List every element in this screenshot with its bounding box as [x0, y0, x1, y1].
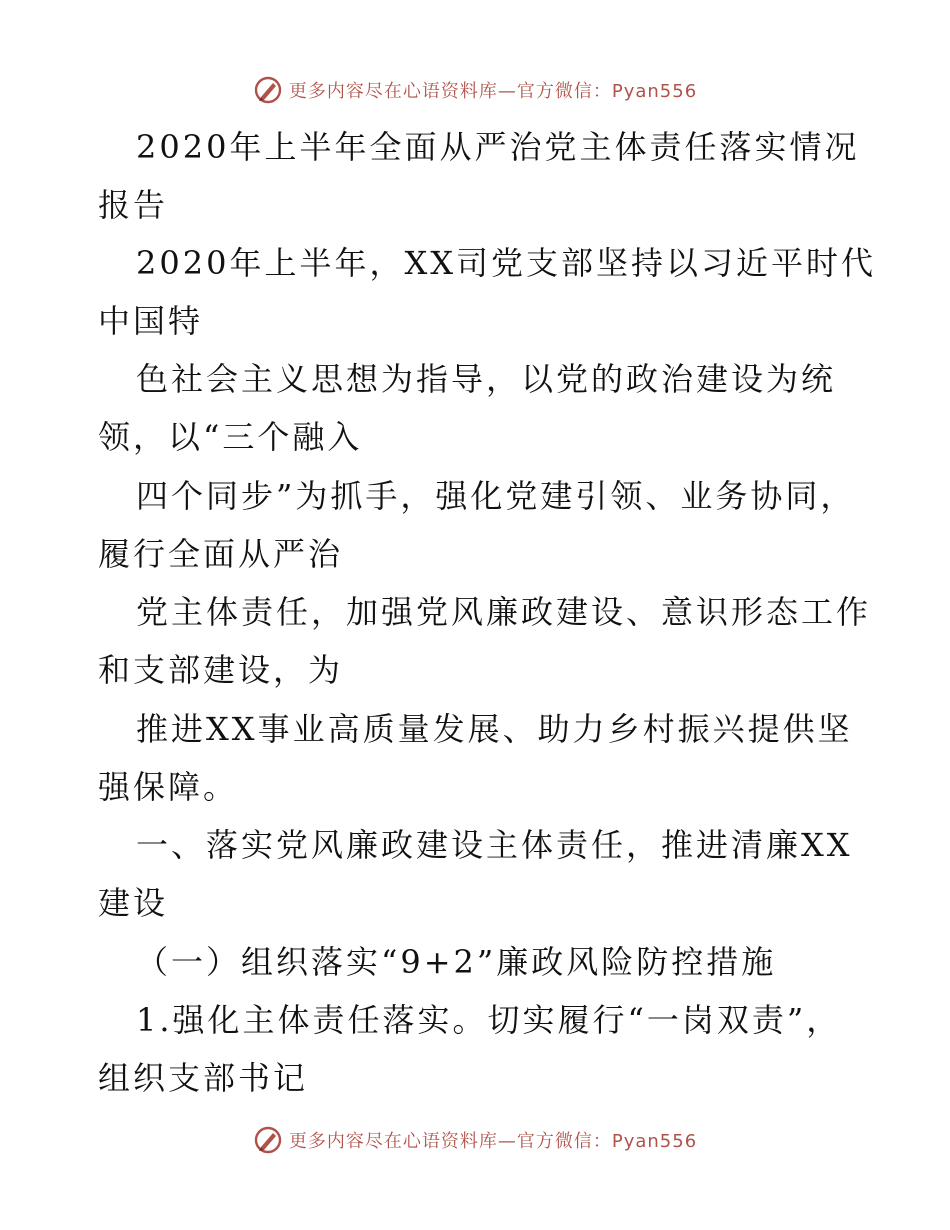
watermark-header [0, 72, 950, 108]
paragraph-line: 2020年上半年，XX司党支部坚持以习近平时代 [136, 244, 877, 282]
title-line-1: 2020年上半年全面从严治党主体责任落实情况 [136, 128, 860, 166]
watermark-footer [0, 1122, 950, 1158]
watermark-text: 更多内容尽在心语资料库—官方微信：Pyan556 [288, 81, 698, 102]
paragraph-line: 中国特 [98, 302, 204, 340]
pen-logo-icon [253, 1125, 283, 1155]
item-line: 组织支部书记 [98, 1059, 309, 1097]
paragraph-line: 强保障。 [98, 768, 239, 806]
paragraph-line: 色社会主义思想为指导，以党的政治建设为统 [136, 360, 837, 398]
item-line: 1.强化主体责任落实。切实履行“一岗双责”， [136, 1001, 842, 1039]
paragraph-line: 领，以“三个融入 [98, 418, 363, 456]
section-heading-line: 一、落实党风廉政建设主体责任，推进清廉XX [136, 826, 853, 864]
pen-logo-icon [253, 75, 283, 105]
subsection-heading: （一）组织落实“9+2”廉政风险防控措施 [136, 943, 777, 981]
paragraph-line: 四个同步”为抓手，强化党建引领、业务协同， [136, 477, 856, 515]
paragraph-line: 和支部建设，为 [98, 651, 344, 689]
watermark-text: 更多内容尽在心语资料库—官方微信：Pyan556 [288, 1131, 698, 1152]
paragraph-line: 履行全面从严治 [98, 535, 344, 573]
title-line-2: 报告 [98, 186, 169, 224]
section-heading-line: 建设 [98, 884, 169, 922]
paragraph-line: 党主体责任，加强党风廉政建设、意识形态工作 [136, 593, 872, 631]
paragraph-line: 推进XX事业高质量发展、助力乡村振兴提供坚 [136, 710, 853, 748]
